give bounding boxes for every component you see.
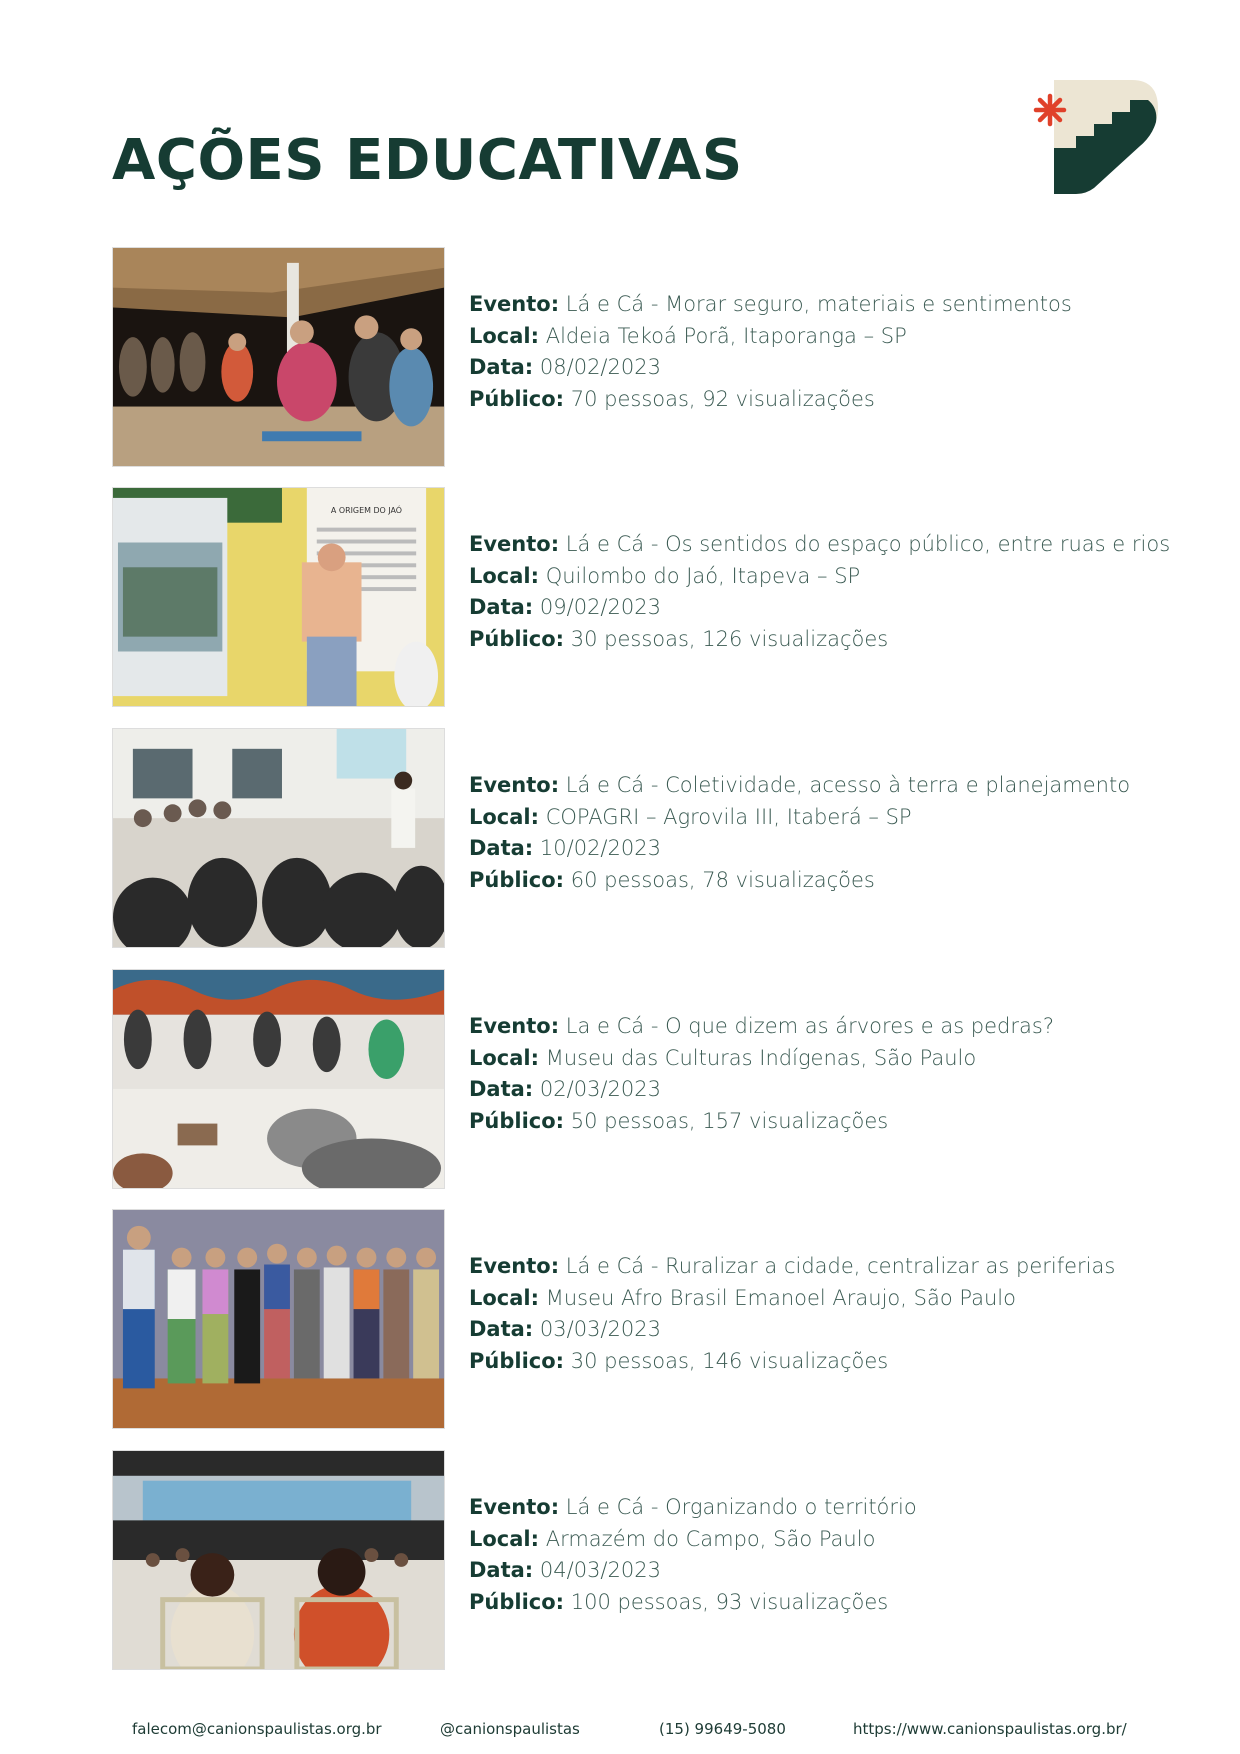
- data-value: 04/03/2023: [539, 1558, 661, 1582]
- canions-paulistas-logo: [1032, 78, 1162, 196]
- photo-sign-text: A ORIGEM DO JAÓ: [330, 505, 403, 515]
- publico-value: 30 pessoas, 146 visualizações: [570, 1348, 889, 1373]
- event-item: [112, 1450, 1152, 1670]
- event-info: [469, 1011, 1169, 1137]
- event-info: [469, 1492, 1169, 1618]
- event-item: [112, 487, 1171, 707]
- local-label: Local:: [469, 1526, 540, 1551]
- data-value: 09/02/2023: [539, 595, 661, 619]
- event-item: [112, 1209, 1152, 1429]
- data-value: 02/03/2023: [539, 1077, 661, 1101]
- publico-label: Público:: [469, 1348, 565, 1373]
- event-photo: [112, 247, 445, 467]
- publico-value: 60 pessoas, 78 visualizações: [570, 867, 875, 892]
- event-photo: [112, 1450, 445, 1670]
- footer-website-link[interactable]: https://www.canionspaulistas.org.br/: [853, 1720, 1127, 1738]
- event-photo: [112, 1209, 445, 1429]
- data-label: Data:: [469, 836, 534, 860]
- evento-label: Evento:: [469, 292, 560, 316]
- local-value: Quilombo do Jaó, Itapeva – SP: [545, 563, 861, 588]
- local-value: Armazém do Campo, São Paulo: [545, 1526, 876, 1551]
- event-item: [112, 247, 1152, 467]
- data-label: Data:: [469, 1077, 534, 1101]
- local-label: Local:: [469, 1285, 540, 1310]
- data-value: 03/03/2023: [539, 1317, 661, 1341]
- evento-value: Lá e Cá - Coletividade, acesso à terra e planejamento: [565, 773, 1131, 797]
- local-value: Museu das Culturas Indígenas, São Paulo: [545, 1045, 977, 1070]
- event-photo: [112, 728, 445, 948]
- local-label: Local:: [469, 563, 540, 588]
- footer-email-link[interactable]: falecom@canionspaulistas.org.br: [132, 1720, 382, 1738]
- evento-label: Evento:: [469, 532, 560, 556]
- publico-label: Público:: [469, 626, 565, 651]
- publico-value: 50 pessoas, 157 visualizações: [570, 1108, 889, 1133]
- footer-phone[interactable]: (15) 99649-5080: [659, 1720, 786, 1738]
- evento-value: Lá e Cá - Ruralizar a cidade, centralizar as periferias: [565, 1254, 1116, 1278]
- event-item: [112, 728, 1152, 948]
- evento-label: Evento:: [469, 1254, 560, 1278]
- publico-label: Público:: [469, 386, 565, 411]
- data-label: Data:: [469, 1558, 534, 1582]
- evento-value: Lá e Cá - Os sentidos do espaço público, entre ruas e rios: [565, 532, 1171, 556]
- local-label: Local:: [469, 1045, 540, 1070]
- publico-label: Público:: [469, 1589, 565, 1614]
- evento-label: Evento:: [469, 1495, 560, 1519]
- local-label: Local:: [469, 323, 540, 348]
- footer: [0, 1720, 1240, 1744]
- publico-label: Público:: [469, 867, 565, 892]
- evento-value: Lá e Cá - Organizando o território: [565, 1495, 917, 1519]
- local-value: COPAGRI – Agrovila III, Itaberá – SP: [545, 804, 912, 829]
- data-value: 10/02/2023: [539, 836, 661, 860]
- event-photo: [112, 969, 445, 1189]
- publico-value: 100 pessoas, 93 visualizações: [570, 1589, 889, 1614]
- data-label: Data:: [469, 595, 534, 619]
- publico-value: 70 pessoas, 92 visualizações: [570, 386, 875, 411]
- local-label: Local:: [469, 804, 540, 829]
- evento-value: La e Cá - O que dizem as árvores e as pedras?: [565, 1014, 1054, 1038]
- event-info: [469, 770, 1169, 896]
- page-title: AÇÕES EDUCATIVAS: [112, 128, 743, 193]
- event-photo: [112, 487, 445, 707]
- publico-label: Público:: [469, 1108, 565, 1133]
- event-info: [469, 1251, 1169, 1377]
- data-value: 08/02/2023: [539, 355, 661, 379]
- data-label: Data:: [469, 355, 534, 379]
- local-value: Museu Afro Brasil Emanoel Araujo, São Paulo: [545, 1285, 1016, 1310]
- evento-value: Lá e Cá - Morar seguro, materiais e sentimentos: [565, 292, 1072, 316]
- event-info: [469, 529, 1169, 655]
- publico-value: 30 pessoas, 126 visualizações: [570, 626, 889, 651]
- data-label: Data:: [469, 1317, 534, 1341]
- evento-label: Evento:: [469, 773, 560, 797]
- event-item: [112, 969, 1152, 1189]
- evento-label: Evento:: [469, 1014, 560, 1038]
- footer-social-handle[interactable]: @canionspaulistas: [440, 1720, 580, 1738]
- local-value: Aldeia Tekoá Porã, Itaporanga – SP: [545, 323, 907, 348]
- event-info: [469, 289, 1169, 415]
